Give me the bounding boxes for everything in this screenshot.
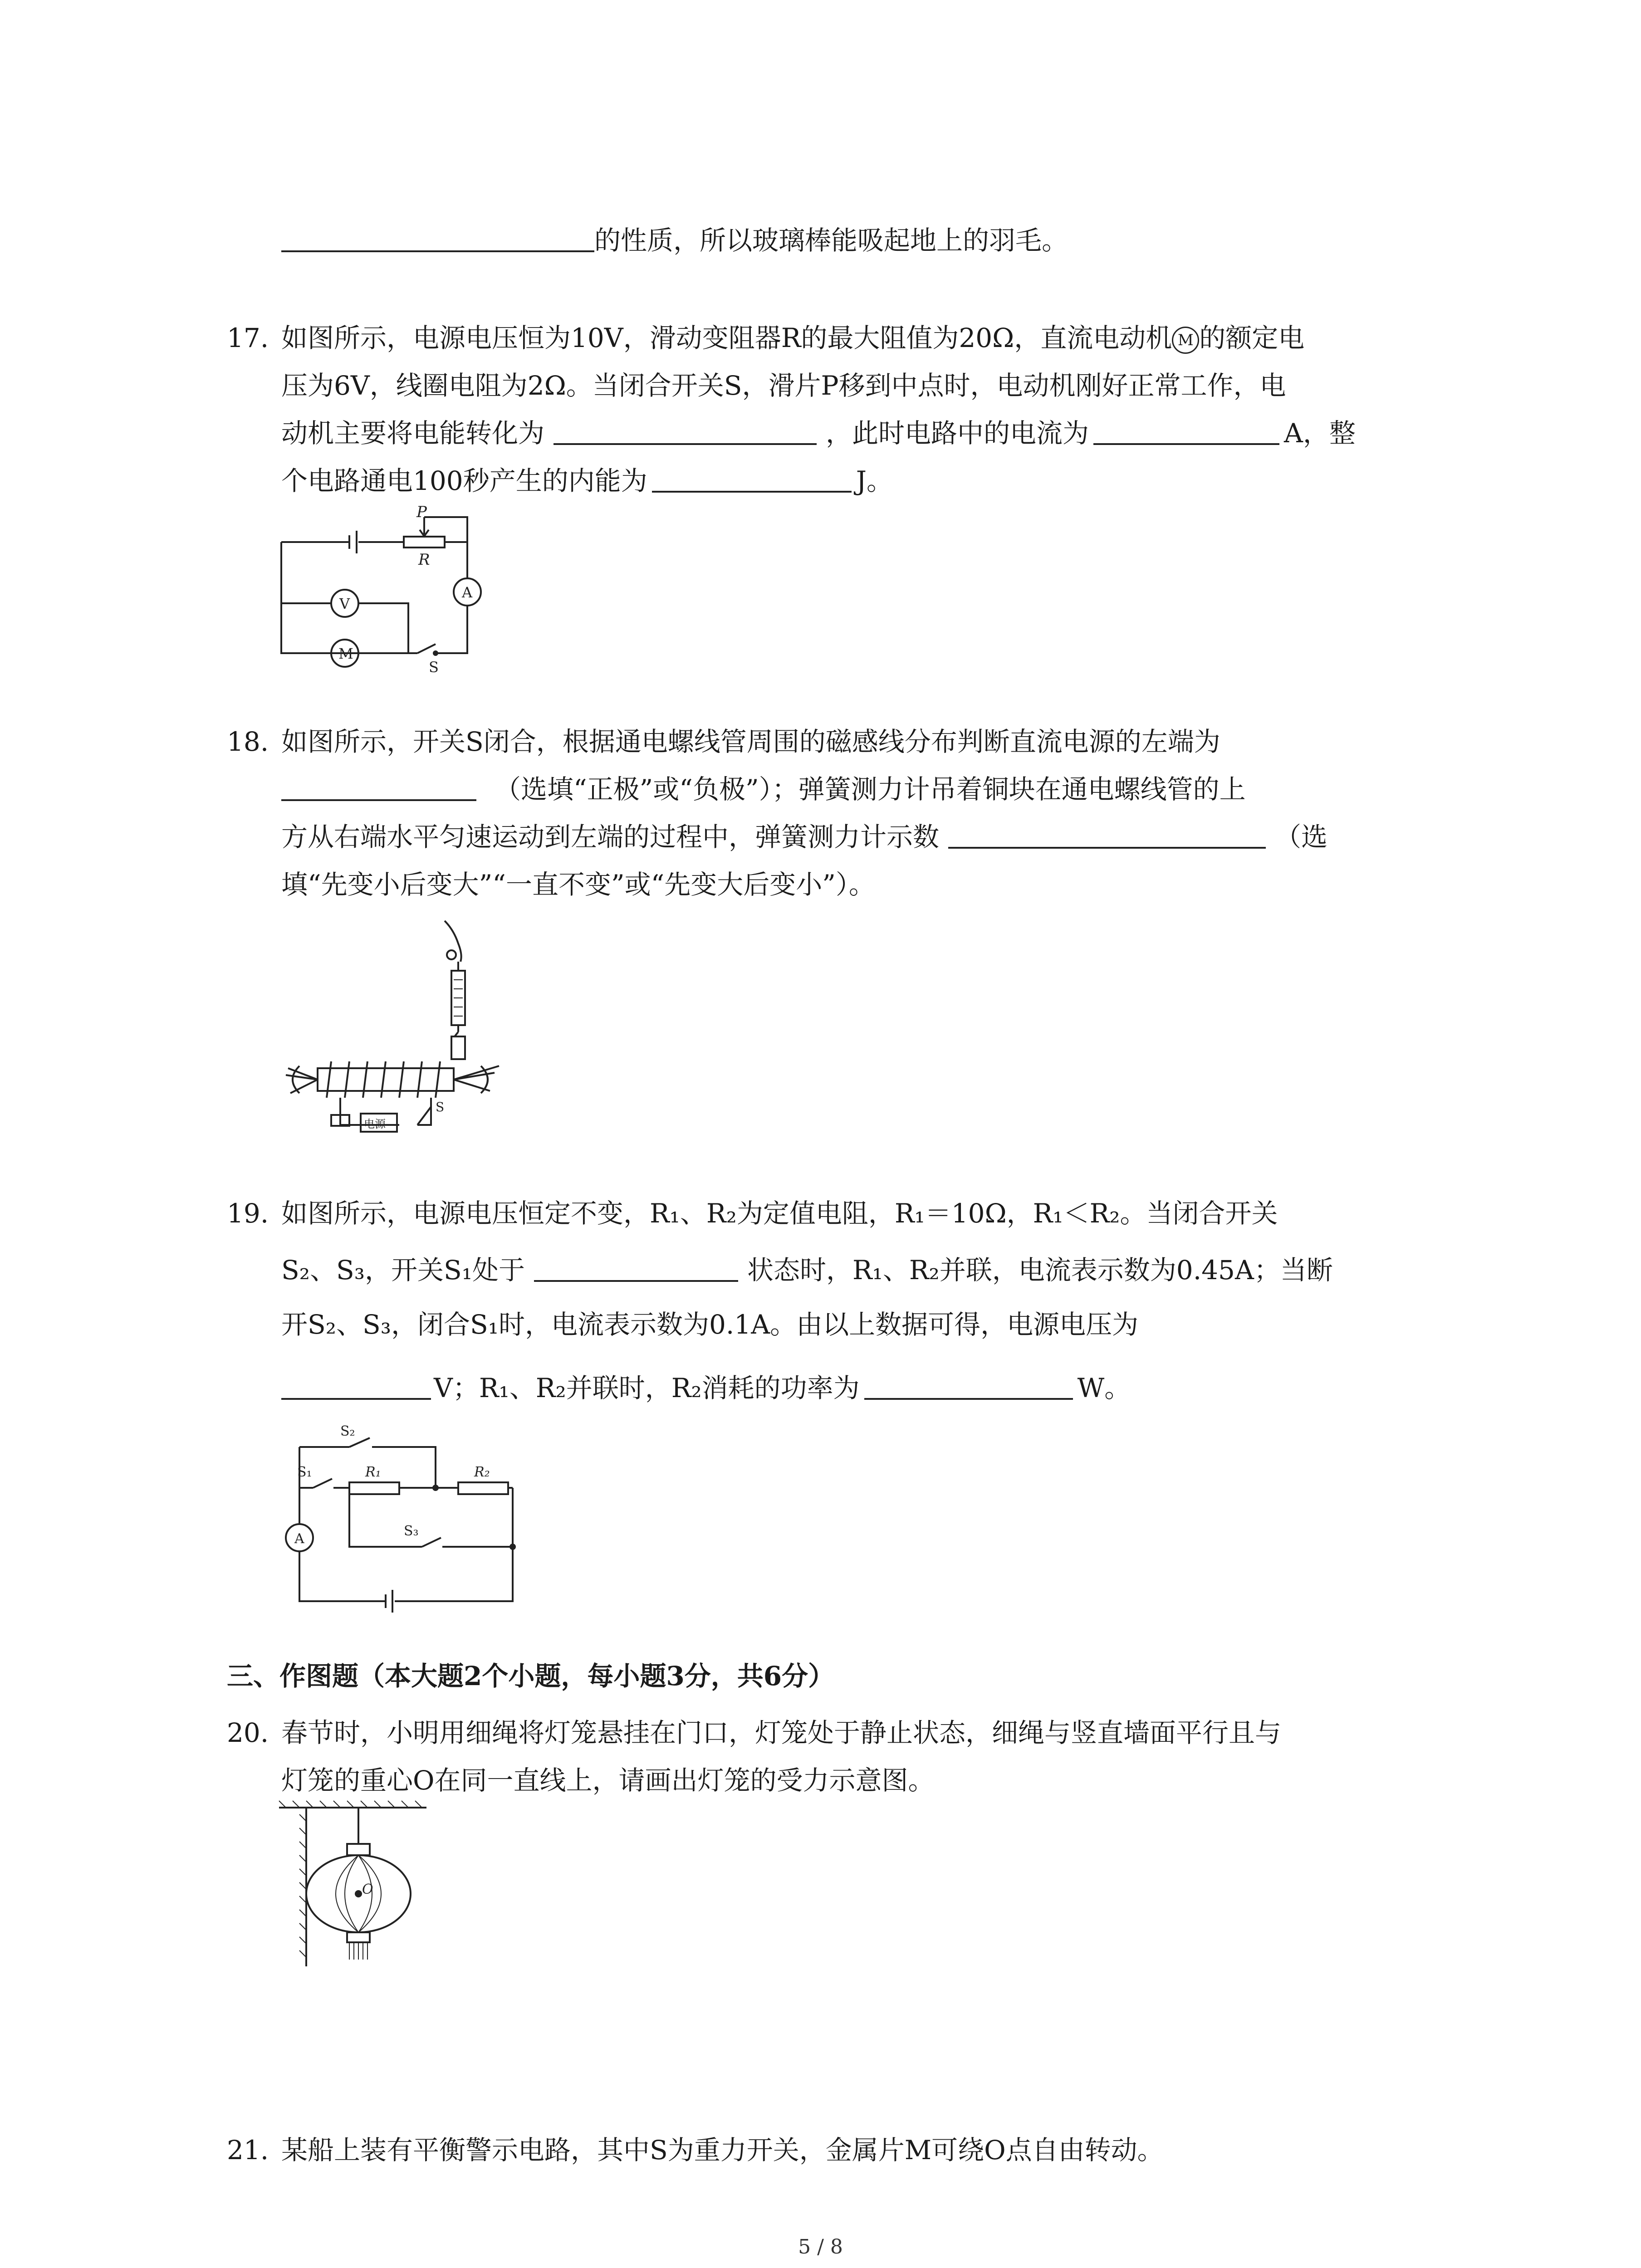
q19-line-1: 如图所示，电源电压恒定不变，R₁、R₂为定值电阻，R₁＝10Ω，R₁＜R₂。当闭合开关 (281, 1198, 1278, 1229)
answer-blank[interactable] (864, 1370, 1073, 1400)
label-S: S (429, 659, 439, 676)
question-number: 18. (227, 726, 269, 757)
svg-text:S₃: S₃ (404, 1523, 419, 1539)
resistor-R1-icon (349, 1482, 399, 1494)
svg-text:A: A (462, 584, 473, 601)
answer-blank[interactable] (534, 1252, 738, 1282)
copper-block-icon (451, 1036, 465, 1059)
answer-blank[interactable] (948, 819, 1266, 849)
q17-line-3: 动机主要将电能转化为 ，此时电路中的电流为 A，整 (281, 415, 1356, 451)
label-R: R (418, 551, 430, 569)
q19-line-3: 开S₂、S₃，闭合S₁时，电流表示数为0.1A。由以上数据可得，电源电压为 (281, 1309, 1139, 1340)
q17-line-4: 个电路通电100秒产生的内能为 J。 (281, 463, 893, 499)
q18-solenoid-diagram (281, 912, 517, 1148)
q19-line-4: V；R₁、R₂并联时，R₂消耗的功率为 W。 (281, 1370, 1131, 1406)
label-P: P (416, 503, 427, 521)
svg-text:O: O (362, 1882, 373, 1897)
q17-line-1: 如图所示，电源电压恒为10V，滑动变阻器R的最大阻值为20Ω，直流电动机 M 的额定电 (281, 323, 1305, 353)
q18-line-2: （选填“正极”或“负极”）；弹簧测力计吊着铜块在通电螺线管的上 (281, 771, 1246, 807)
answer-blank[interactable] (281, 771, 476, 801)
solenoid-icon (318, 1068, 454, 1091)
svg-text:S: S (436, 1100, 445, 1114)
resistor-R2-icon (458, 1482, 508, 1494)
section-title: 三、作图题（本大题2个小题，每小题3分，共6分） (227, 1661, 835, 1691)
question-number: 21. (227, 2135, 269, 2165)
q17-circuit-diagram (272, 503, 490, 676)
q20-lantern-diagram (272, 1803, 436, 1975)
q19-line-2: S₂、S₃，开关S₁处于 状态时，R₁、R₂并联，电流表示数为0.45A；当断 (281, 1252, 1333, 1288)
answer-blank[interactable] (281, 222, 594, 252)
svg-text:V: V (339, 595, 350, 612)
answer-blank[interactable] (554, 415, 817, 445)
answer-blank[interactable] (652, 463, 852, 493)
q18-line-1: 如图所示，开关S闭合，根据通电螺线管周围的磁感线分布判断直流电源的左端为 (281, 726, 1220, 757)
q20-line-2: 灯笼的重心O在同一直线上，请画出灯笼的受力示意图。 (281, 1765, 935, 1796)
q18-line-4: 填“先变小后变大”“一直不变”或“先变大后变小”）。 (281, 869, 875, 900)
svg-text:S₂: S₂ (340, 1423, 355, 1439)
q16-text: 的性质，所以玻璃棒能吸起地上的羽毛。 (594, 225, 1068, 256)
page-number: 5 / 8 (798, 2235, 843, 2258)
svg-text:电源: 电源 (364, 1118, 386, 1130)
q16-line (281, 222, 1068, 259)
svg-text:M: M (338, 645, 353, 662)
question-number: 17. (227, 323, 269, 353)
svg-text:A: A (294, 1531, 304, 1547)
q21-line-1: 某船上装有平衡警示电路，其中S为重力开关，金属片M可绕O点自由转动。 (281, 2135, 1164, 2165)
question-number: 19. (227, 1198, 269, 1229)
answer-blank[interactable] (1093, 415, 1279, 445)
motor-symbol: M (1172, 327, 1199, 354)
svg-text:S₁: S₁ (297, 1464, 312, 1480)
svg-text:R₂: R₂ (474, 1464, 490, 1480)
q19-circuit-diagram (272, 1420, 526, 1610)
q20-line-1: 春节时，小明用细绳将灯笼悬挂在门口，灯笼处于静止状态，细绳与竖直墙面平行且与 (281, 1717, 1282, 1748)
svg-text:R₁: R₁ (365, 1464, 381, 1480)
center-of-gravity-point (356, 1891, 361, 1897)
q18-line-3: 方从右端水平匀速运动到左端的过程中，弹簧测力计示数 （选 (281, 819, 1327, 855)
question-number: 20. (227, 1717, 269, 1748)
q17-line-2: 压为6V，线圈电阻为2Ω。当闭合开关S，滑片P移到中点时，电动机刚好正常工作，电 (281, 370, 1286, 401)
answer-blank[interactable] (281, 1370, 431, 1400)
